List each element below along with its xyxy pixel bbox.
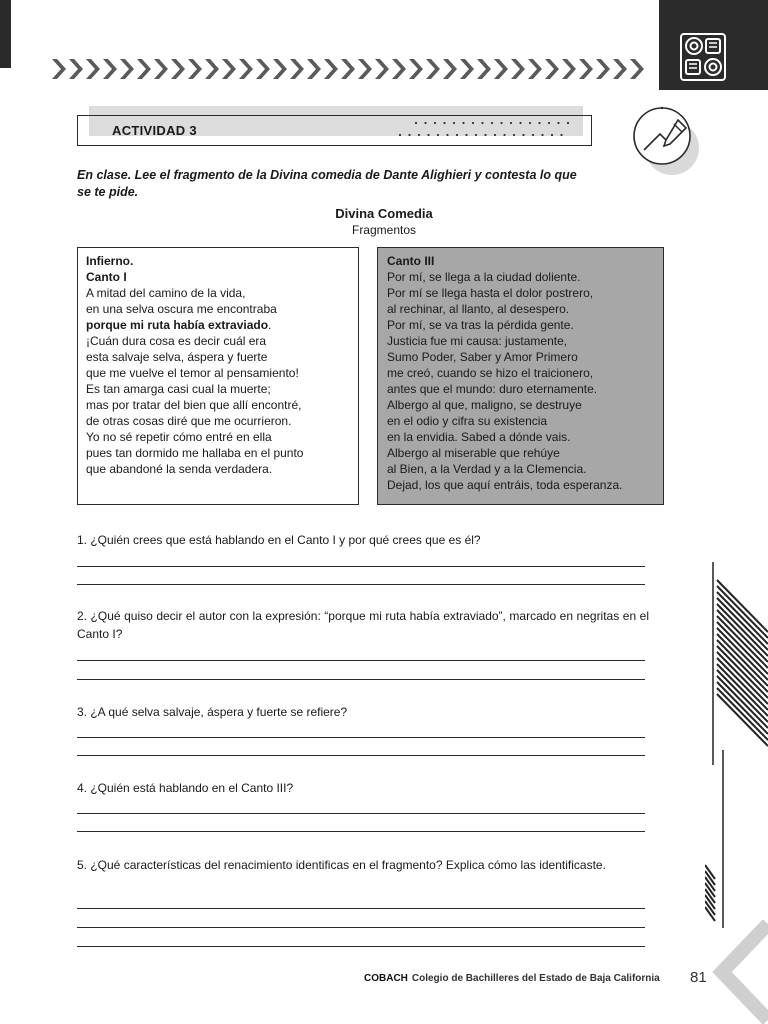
poem-line: al Bien, a la Verdad y a la Clemencia. — [387, 462, 587, 476]
poem-line: que abandoné la senda verdadera. — [86, 462, 273, 476]
answer-line[interactable] — [77, 584, 645, 585]
work-title: Divina Comedia — [335, 206, 433, 221]
poem-line: al rechinar, al llanto, al desespero. — [387, 302, 570, 316]
left-edge-bar — [0, 0, 11, 68]
poem-line: ¡Cuán dura cosa es decir cuál era — [86, 334, 267, 348]
poem-line: Albergo al que, maligno, se destruye — [387, 398, 582, 412]
canto-i-box — [77, 247, 359, 505]
canto-i-heading: Canto I — [86, 270, 127, 284]
canto-iii-heading: Canto III — [387, 254, 435, 268]
poem-line: Yo no sé repetir cómo entré en ella — [86, 430, 272, 444]
answer-line[interactable] — [77, 831, 645, 832]
question-1: 1. ¿Quién crees que está hablando en el Canto I y por qué crees que es él? — [77, 533, 481, 547]
poem-line: de otras cosas diré que me ocurrieron. — [86, 414, 292, 428]
dots-decoration — [396, 119, 574, 139]
question-2: 2. ¿Qué quiso decir el autor con la expresión: “porque mi ruta había extraviado”, marcado en negritas en el Canto I? — [77, 609, 649, 641]
chevron-divider — [52, 57, 652, 81]
poem-line: en el odio y cifra su existencia — [387, 414, 548, 428]
footer-brand: COBACH — [364, 973, 408, 984]
answer-line[interactable] — [77, 679, 645, 680]
poem-line: mas por tratar del bien que allí encontré, — [86, 398, 302, 412]
instructions-text: En clase. Lee el fragmento de la Divina comedia de Dante Alighieri y contesta lo que se te pide. — [77, 168, 577, 199]
question-3: 3. ¿A qué selva salvaje, áspera y fuerte se refiere? — [77, 705, 348, 719]
answer-line[interactable] — [77, 566, 645, 567]
hatch-decoration — [705, 560, 768, 930]
footer-text — [364, 973, 660, 984]
poem-line: esta salvaje selva, áspera y fuerte — [86, 350, 268, 364]
poem-line: Por mí, se llega a la ciudad doliente. — [387, 270, 581, 284]
corner-chevron — [700, 920, 768, 1024]
answer-line[interactable] — [77, 737, 645, 738]
poem-line: Justicia fue mi causa: justamente, — [387, 334, 568, 348]
cobach-logo-icon — [680, 33, 726, 81]
inferno-heading: Infierno. — [86, 254, 134, 268]
poem-line: que me vuelve el temor al pensamiento! — [86, 366, 299, 380]
poem-line: antes que el mundo: duro eternamente. — [387, 382, 598, 396]
answer-line[interactable] — [77, 660, 645, 661]
bold-phrase: porque mi ruta había extraviado — [86, 318, 269, 332]
answer-line[interactable] — [77, 927, 645, 928]
footer-institution: Colegio de Bachilleres del Estado de Baja California — [411, 973, 660, 984]
work-subtitle: Fragmentos — [351, 223, 417, 237]
poem-line: Sumo Poder, Saber y Amor Primero — [387, 350, 578, 364]
poem-line: A mitad del camino de la vida, — [86, 286, 246, 300]
question-5: 5. ¿Qué características del renacimiento identificas en el fragmento? Explica cómo las identificaste. — [77, 858, 606, 872]
pencil-circle-icon — [630, 106, 702, 178]
answer-line[interactable] — [77, 946, 645, 947]
poem-line: Por mí se llega hasta el dolor postrero, — [387, 286, 594, 300]
question-4: 4. ¿Quién está hablando en el Canto III? — [77, 781, 294, 795]
page-number: 81 — [690, 969, 707, 986]
activity-label: ACTIVIDAD 3 — [112, 123, 197, 138]
poem-line: Es tan amarga casi cual la muerte; — [86, 382, 271, 396]
poem-line: Por mí, se va tras la pérdida gente. — [387, 318, 574, 332]
poem-line: me creó, cuando se hizo el traicionero, — [387, 366, 594, 380]
poem-line: en una selva oscura me encontraba — [86, 302, 277, 316]
poem-line: porque mi ruta había extraviado. — [86, 318, 272, 332]
poem-line: Dejad, los que aquí entráis, toda esperanza. — [387, 478, 623, 492]
answer-line[interactable] — [77, 755, 645, 756]
poem-line: Albergo al miserable que rehúye — [387, 446, 560, 460]
poem-line: pues tan dormido me hallaba en el punto — [86, 446, 304, 460]
answer-line[interactable] — [77, 813, 645, 814]
poem-line: en la envidia. Sabed a dónde vais. — [387, 430, 571, 444]
canto-iii-box — [377, 247, 664, 505]
answer-line[interactable] — [77, 908, 645, 909]
